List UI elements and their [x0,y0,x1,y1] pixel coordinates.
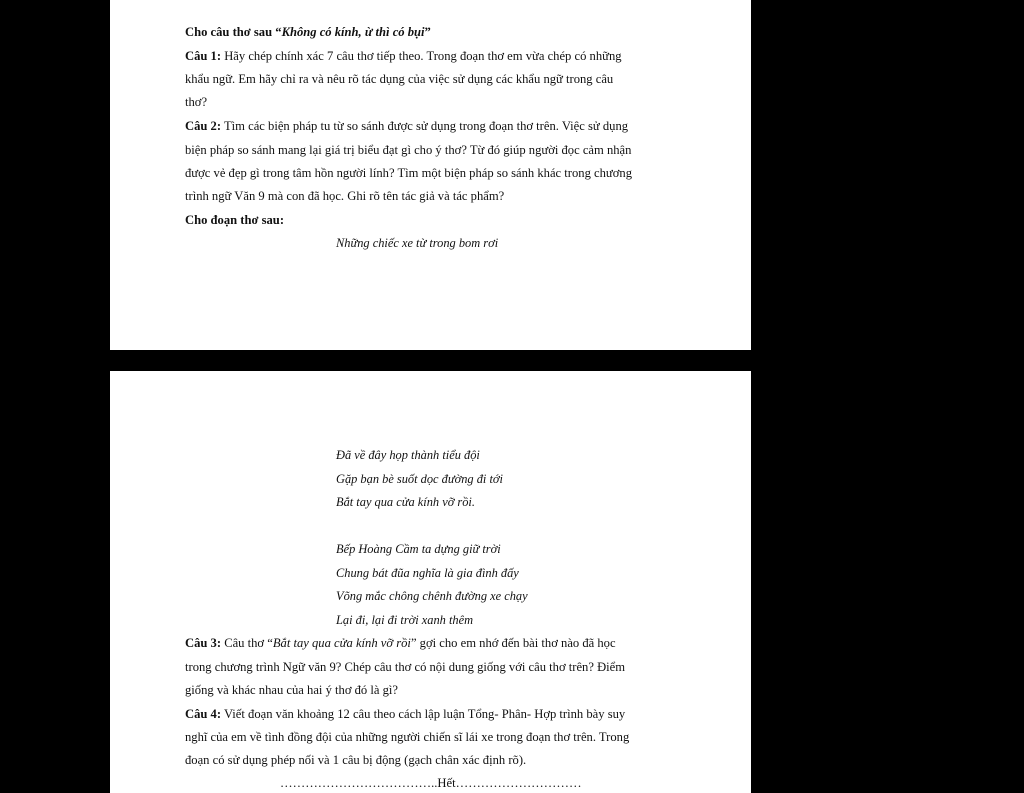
q3-line-1: Câu 3: Câu thơ “Bắt tay qua cửa kính vỡ rồi” gợi cho em nhớ đến bài thơ nào đã học [185,636,616,650]
q1-line-2: khẩu ngữ. Em hãy chỉ ra và nêu rõ tác dụng của việc sử dụng các khẩu ngữ trong câu [185,72,614,86]
q4-label: Câu 4: [185,707,222,721]
poem-line-8: Lại đi, lại đi trời xanh thêm [336,613,474,627]
poem-line-7: Võng mắc chông chênh đường xe chạy [336,589,528,603]
intro-line [185,24,431,40]
document-page-2 [110,371,751,793]
poem-line-2: Đã về đây họp thành tiểu đội [336,448,480,462]
q1-line-1 [185,48,622,64]
intro-end: ” [424,25,431,39]
poem-line-6: Chung bát đũa nghĩa là gia đình đấy [336,566,519,580]
intro-quoted-title: Không có kính, ừ thì có bụi [281,25,425,39]
q1-line-3: thơ? [185,95,208,109]
q3-quote: Bắt tay qua cửa kính vỡ rồi [272,636,411,650]
q4-line-2: nghĩ của em về tình đồng đội của những người chiến sĩ lái xe trong đoạn thơ trên. Trong [185,730,630,744]
document-page-1 [110,0,751,350]
q4-line-3: đoạn có sử dụng phép nối và 1 câu bị động (gạch chân xác định rõ). [185,753,527,767]
q2-line-3: được vẻ đẹp gì trong tâm hồn người lính? Tìm một biện pháp so sánh khác trong chương [185,166,632,180]
q1-text-1: Hãy chép chính xác 7 câu thơ tiếp theo. Trong đoạn thơ em vừa chép có những [221,49,622,63]
q4-line-1: Câu 4: Viết đoạn văn khoảng 12 câu theo cách lập luận Tổng- Phân- Hợp trình bày suy [185,707,626,721]
q2-line-2: biện pháp so sánh mang lại giá trị biểu đạt gì cho ý thơ? Từ đó giúp người đọc cảm nhận [185,143,632,157]
q1-label: Câu 1: [185,49,222,63]
q2-label: Câu 2: [185,119,222,133]
q2-line-1 [185,118,628,134]
q2-line-4: trình ngữ Văn 9 mà con đã học. Ghi rõ tên tác giả và tác phẩm? [185,189,505,203]
q2-text-1: Tìm các biện pháp tu từ so sánh được sử dụng trong đoạn thơ trên. Việc sử dụng [221,119,629,133]
poem-line-5: Bếp Hoàng Cầm ta dựng giữ trời [336,542,501,556]
end-marker: ………………………………..Hết………………………… [280,776,582,790]
poem-line-1: Những chiếc xe từ trong bom rơi [336,236,499,250]
intro-bold: Cho câu thơ sau “ [185,25,282,39]
poem-line-3: Gặp bạn bè suốt dọc đường đi tới [336,472,503,486]
q3-line-2: trong chương trình Ngữ văn 9? Chép câu thơ có nội dung giống với câu thơ trên? Điểm [185,660,626,674]
q3-line-3: giống và khác nhau của hai ý thơ đó là gì? [185,683,398,697]
q3-label: Câu 3: [185,636,222,650]
poem-heading: Cho đoạn thơ sau: [185,213,285,227]
poem-line-4: Bắt tay qua cửa kính vỡ rồi. [336,495,475,509]
